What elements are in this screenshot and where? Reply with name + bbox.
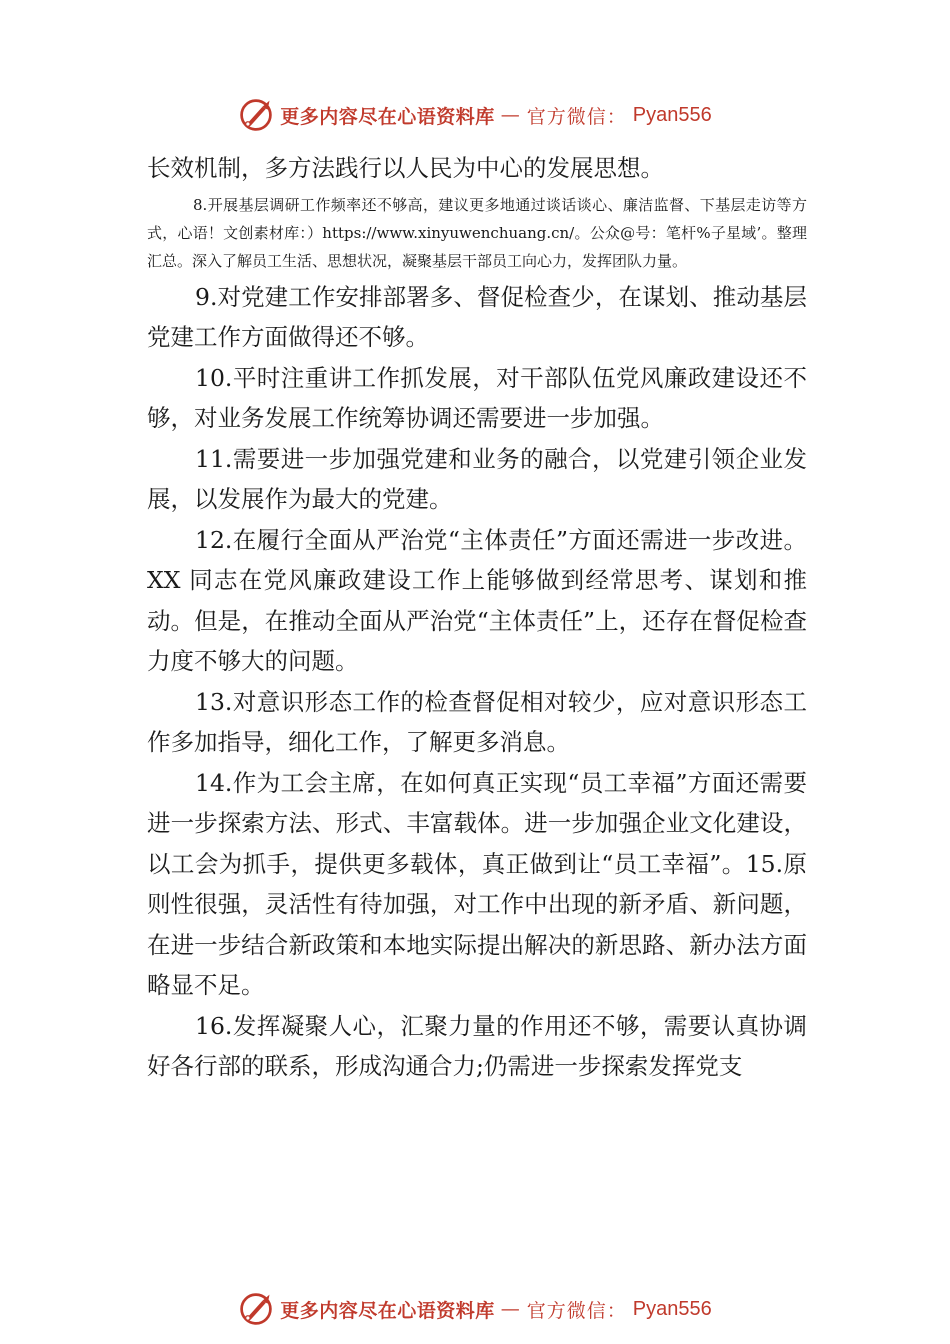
wechat-label: 官方微信： [526,1299,627,1322]
paragraph-continued: 长效机制，多方法践行以人民为中心的发展思想。 [147,154,664,182]
banner-dash: — [500,1298,521,1320]
footer-banner [0,1287,950,1331]
paragraph-16: 16.发挥凝聚人心，汇聚力量的作用还不够，需要认真协调好各行部的联系，形成沟通合力;仍需进一步探索发挥党支 [147,1011,807,1080]
header-banner [0,93,950,137]
wechat-id: Pyan556 [632,103,712,126]
paragraph-10: 10.平时注重讲工作抓发展，对干部队伍党风廉政建设还不够，对业务发展工作统筹协调还需要进一步加强。 [147,363,807,432]
paragraph-13: 13.对意识形态工作的检查督促相对较少，应对意识形态工作多加指导，细化工作，了解更多消息。 [147,687,807,756]
document-body [147,148,807,1087]
paragraph-8: 8.开展基层调研工作频率还不够高，建议更多地通过谈话谈心、廉洁监督、下基层走访等方式，心语！文创素材库：）https://www.xinyuwenchuang.cn/。公众@号：笔杆%子星域’。整理汇总。深入了解员工生活、思想状况，凝聚基层干部员工向心力，发挥团队力量。 [147,195,807,270]
wechat-id: Pyan556 [632,1297,712,1320]
paragraph-12: 12.在履行全面从严治党“主体责任”方面还需进一步改进。XX 同志在党风廉政建设工作上能够做到经常思考、谋划和推动。但是，在推动全面从严治党“主体责任”上，还存在督促检查力度不够大的问题。 [147,525,807,675]
wechat-label: 官方微信： [526,105,627,128]
banner-text: 更多内容尽在心语资料库 [280,1299,495,1322]
banner-text: 更多内容尽在心语资料库 [280,105,495,128]
quill-pen-seal-icon [238,97,274,133]
quill-pen-seal-icon [238,1291,274,1327]
paragraph-11: 11.需要进一步加强党建和业务的融合，以党建引领企业发展，以发展作为最大的党建。 [147,444,807,513]
paragraph-14: 14.作为工会主席，在如何真正实现“员工幸福”方面还需要进一步探索方法、形式、丰富载体。进一步加强企业文化建设，以工会为抓手，提供更多载体，真正做到让“员工幸福”。15.原则性很强，灵活性有待加强，对工作中出现的新矛盾、新问题，在进一步结合新政策和本地实际提出解决的新思路、新办法方面略显不足。 [147,768,807,999]
paragraph-9: 9.对党建工作安排部署多、督促检查少，在谋划、推动基层党建工作方面做得还不够。 [147,282,807,351]
banner-dash: — [500,104,521,126]
